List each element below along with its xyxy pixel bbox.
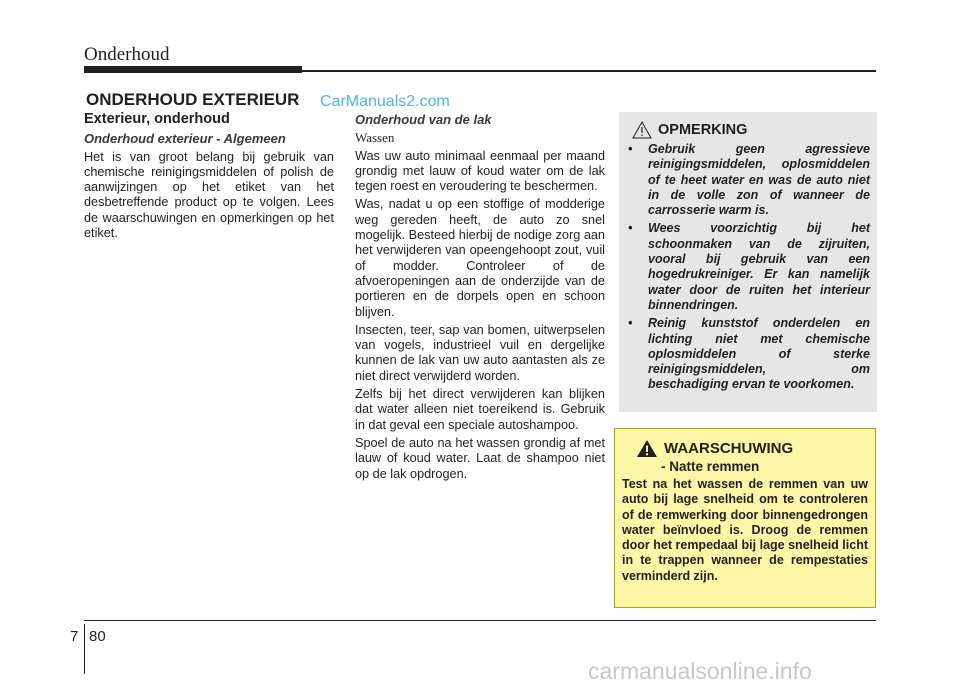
note-bullet-text: Wees voorzichtig bij het schoonmaken van de zijruiten, vooral bij gebruik van een hogedrukreiniger. Er kan namelijk water door de ruiten het interieur binnendringen. <box>648 221 870 312</box>
warning-filled-icon <box>636 439 658 458</box>
caution-outline-icon <box>632 121 652 139</box>
column-1 <box>84 112 334 244</box>
warning-subtitle: - Natte remmen <box>661 459 760 474</box>
warning-title: WAARSCHUWING <box>664 440 794 457</box>
section-heading: ONDERHOUD EXTERIEUR <box>86 90 300 109</box>
warning-header <box>636 439 793 458</box>
page-number: 80 <box>89 628 106 645</box>
watermark-top: CarManuals2.com <box>320 93 450 110</box>
page-header-title: Onderhoud <box>84 44 170 65</box>
note-header <box>632 121 747 139</box>
col2-paragraph: Spoel de auto na het wassen grondig af met lauw of koud water. Laat de shampoo niet op de lak opdrogen. <box>355 435 605 481</box>
header-rule-thick <box>84 66 302 73</box>
footer-divider <box>84 624 85 674</box>
note-title: OPMERKING <box>658 122 748 138</box>
col2-paragraph: Zelfs bij het direct verwijderen kan blijken dat water alleen niet toereikend is. Gebruik in dat geval een speciale autoshampoo. <box>355 387 605 432</box>
note-list <box>624 142 870 396</box>
col2-paragraph: Was, nadat u op een stoffige of modderige weg gereden heeft, de auto zo snel mogelijk. Besteed hierbij de nodige zorg aan het verwijderen van opeengehoopt zout, vuil of modder. Controleer of de afvoeropeningen aan de onderzijde van de portieren en de dorpels open en schoon blijven. <box>355 197 605 319</box>
watermark-bottom: carmanualsonline.info <box>588 658 812 684</box>
warning-body: Test na het wassen de remmen van uw auto bij lage snelheid om te controleren of de remwerking door binnengedrongen water beïnvloed is. Droog de remmen door het rempedaal bij lage snelheid licht in te trappen wanneer de rempestaties verminderd zijn. <box>622 477 868 583</box>
chapter-number: 7 <box>70 628 79 645</box>
header-rule-thin <box>302 70 876 72</box>
note-bullet-text: Reinig kunststof onderdelen en lichting niet met chemische oplosmiddelen of sterke reinigingsmiddelen, om beschadiging ervan te voorkomen. <box>648 316 870 392</box>
footer-rule <box>84 620 876 621</box>
note-bullet: • Gebruik geen agressieve reinigingsmiddelen, oplosmiddelen of te heet water en was de auto niet in de volle zon of wanneer de carrosserie warm is. <box>628 142 870 218</box>
col2-paragraph: Was uw auto minimaal eenmaal per maand grondig met lauw of koud water om de lak tegen roest en veroudering te beschermen. <box>355 148 605 194</box>
note-bullet: • Reinig kunststof onderdelen en lichting niet met chemische oplosmiddelen of sterke reinigingsmiddelen, om beschadiging ervan te voorkomen. <box>628 316 870 392</box>
column-2 <box>355 112 605 485</box>
col1-paragraph: Het is van groot belang bij gebruik van chemische reinigingsmiddelen of polish de aanwijzingen op het etiket van het desbetreffende product op te volgen. Lees de waarschuwingen en opmerkingen op het etiket. <box>84 149 334 241</box>
col2-label: Wassen <box>355 130 395 146</box>
col2-paragraph: Insecten, teer, sap van bomen, uitwerpselen van vogels, industrieel vuil en dergelijke kunnen de lak van uw auto aantasten als ze niet direct verwijderd worden. <box>355 322 605 383</box>
col2-subheading: Onderhoud van de lak <box>355 112 492 127</box>
col1-heading: Exterieur, onderhoud <box>84 111 230 127</box>
col1-subheading: Onderhoud exterieur - Algemeen <box>84 131 286 147</box>
note-bullet-text: Gebruik geen agressieve reinigingsmiddelen, oplosmiddelen of te heet water en was de auto niet in de volle zon of wanneer de carrosserie warm is. <box>648 142 870 218</box>
note-bullet: • Wees voorzichtig bij het schoonmaken van de zijruiten, vooral bij gebruik van een hogedrukreiniger. Er kan namelijk water door de ruiten het interieur binnendringen. <box>628 221 870 312</box>
